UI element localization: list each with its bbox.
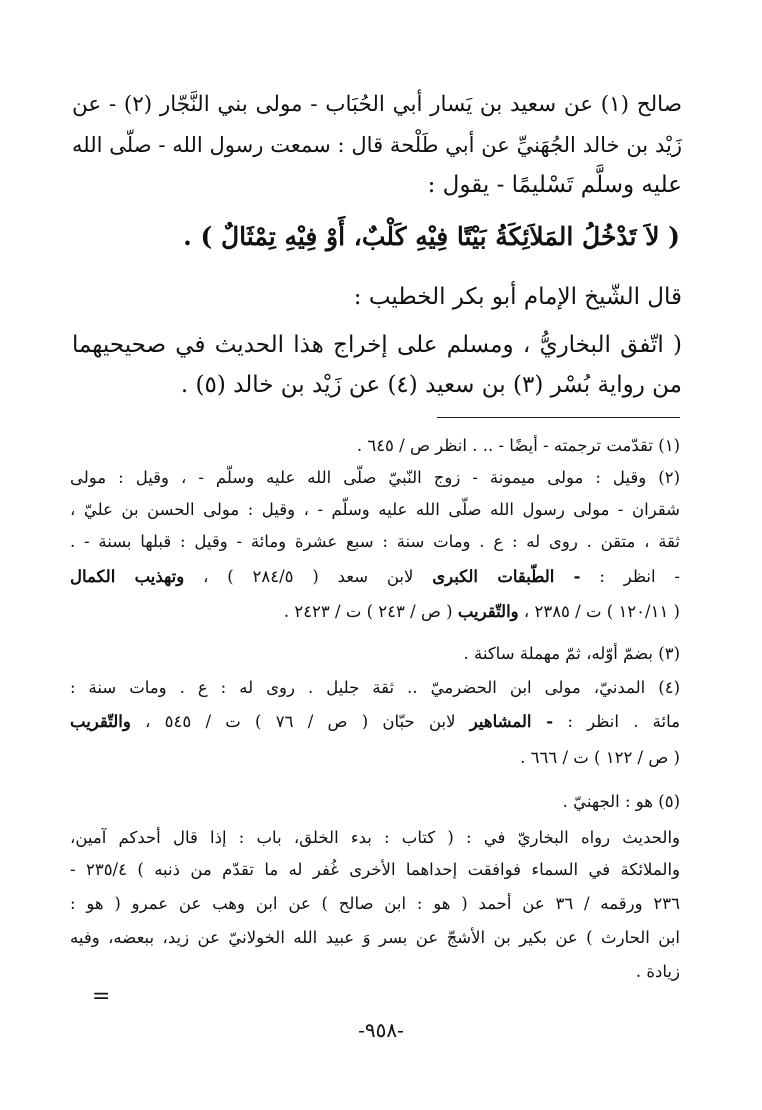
fn2-source-tahdhib: وتهذيب الكمال xyxy=(70,567,185,586)
main-text-line-7: من رواية بُسْر (٣) بن سعيد (٤) عن زَيْد بن خالد (٥) . xyxy=(180,372,682,398)
footnote-2-line-2: شقران - مولى رسول الله صلّى الله عليه وسلّم - ، وقيل : مولى الحسن بن عليّ ، xyxy=(70,500,680,519)
page-number: -٩٥٨- xyxy=(358,1018,404,1042)
fn2-source-taqrib: والتّقريب xyxy=(457,602,519,621)
note-line-1: والحديث رواه البخاريّ في : ( كتاب : بدء الخلق، باب : إذا قال أحدكم آمين، xyxy=(70,828,680,847)
main-text-line-5: قال الشّيخ الإمام أبو بكر الخطيب : xyxy=(353,284,682,310)
footnote-1: (١) تقدّمت ترجمته - أيضًا - .. . انظر ص / ٦٤٥ . xyxy=(356,436,680,455)
footnote-2-line-4 xyxy=(70,563,680,591)
footnote-3: (٣) بضمّ أوّله، ثمّ مهملة ساكنة . xyxy=(463,644,680,663)
fn4-source-mashahir: - المشاهير xyxy=(469,712,554,731)
footnote-4-line-1: (٤) المدنيّ، مولى ابن الحضرميّ .. ثقة جليل . روى له : ع . ومات سنة : xyxy=(70,678,680,697)
fn2-ref-end: ( ص / ٢٤٣ ) ت / ٢٤٢٣ . xyxy=(283,602,453,621)
main-text-line-6: ( اتّفق البخاريُّ ، ومسلم على إخراج هذا الحديث في صحيحيهما xyxy=(72,332,682,358)
fn4-see-label: مائة . انظر : xyxy=(567,712,680,731)
fn4-source-taqrib: والتّقريب xyxy=(70,712,131,731)
footnote-separator xyxy=(437,417,680,418)
footnote-2-line-3: ثقة ، متقن . روى له : ع . ومات سنة : سبع عشرة ومائة - وقيل : قبلها بسنة - . xyxy=(70,532,680,551)
note-line-5: زيادة . xyxy=(635,962,680,981)
note-line-3: ٢٣٦ ورقمه / ٣٦ عن أحمد ( هو : ابن صالح ) عن ابن وهب عن عمرو ( هو : xyxy=(70,894,680,913)
fn4-source-detail: لابن حبّان ( ص / ٧٦ ) ت / ٥٤٥ ، xyxy=(145,712,456,731)
footnote-2-line-1: (٢) وقيل : مولى ميمونة - زوج النّبيّ صلّى الله عليه وسلّم - ، وقيل : مولى xyxy=(70,468,680,487)
fn2-ref-detail: ( ١٢٠/١١ ) ت / ٢٣٨٥ ، xyxy=(523,602,680,621)
footnote-4-line-3: ( ص / ١٢٢ ) ت / ٦٦٦ . xyxy=(520,748,680,767)
footnote-2-line-5 xyxy=(70,598,680,626)
main-text-line-3: عليه وسلَّم تَسْليمًا - يقول : xyxy=(427,172,682,198)
continuation-mark: = xyxy=(92,984,111,1009)
fn2-source-detail: لابن سعد ( ٢٨٤/٥ ) ، xyxy=(203,567,414,586)
main-text-line-2: زَيْد بن خالد الجُهَنيِّ عن أبي طَلْحة قال : سمعت رسول الله - صلّى الله xyxy=(72,133,682,157)
fn2-source-tabaqat: - الطّبقات الكبرى xyxy=(432,567,581,586)
footnote-4-line-2 xyxy=(70,708,680,736)
footnote-5: (٥) هو : الجهنيّ . xyxy=(562,792,680,811)
fn2-see-label: - انظر : xyxy=(599,567,680,586)
note-line-4: ابن الحارث ) عن بكير بن الأشجّ عن بسر وَ عبيد الله الخولانيّ عن زيد، ببعضه، وفيه xyxy=(70,928,680,947)
hadith-text: ( لاَ تَدْخُلُ المَلاَئِكَةُ بَيْتًا فِيْهِ كَلْبٌ، أَوْ فِيْهِ تِمْثَالٌ ) . xyxy=(183,222,680,251)
main-text-line-1: صالح (١) عن سعيد بن يَسار أبي الحُبَاب - مولى بني النَّجّار (٢) - عن xyxy=(72,92,682,117)
note-line-2: والملائكة في السماء فوافقت إحداهما الأخرى غُفر له ما تقدّم من ذنبه ) ٢٣٥/٤ - xyxy=(70,860,680,879)
